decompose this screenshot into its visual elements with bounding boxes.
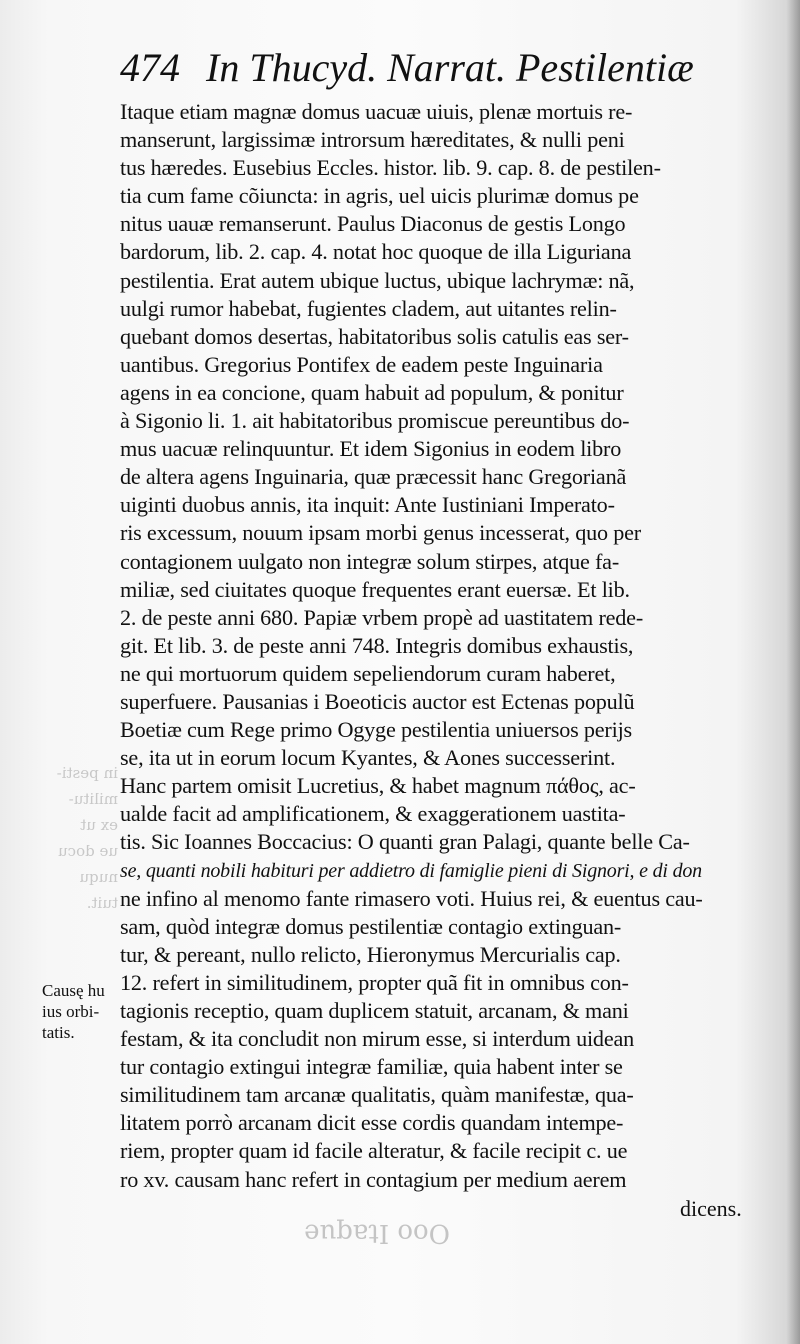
text-line: bardorum, lib. 2. cap. 4. notat hoc quoque de illa Liguriana (120, 239, 632, 265)
marginal-note-line: Causę hu (42, 981, 105, 1000)
text-line: pestilentia. Erat autem ubique luctus, ubique lachrymæ: nã, (120, 267, 635, 293)
show-through-line: ex ut (80, 816, 118, 834)
page-edge-shadow (786, 0, 800, 1344)
text-line: tis. Sic Ioannes Boccacius: O quanti gran Palagi, quante belle Ca- (120, 829, 690, 855)
text-line: Hanc partem omisit Lucretius, & habet magnum πάθος, ac- (120, 773, 636, 799)
text-line: uantibus. Gregorius Pontifex de eadem peste Inguinaria (120, 351, 603, 377)
text-line: ris excessum, nouum ipsam morbi genus incesserat, quo per (120, 520, 641, 546)
text-line: agens in ea concione, quam habuit ad populum, & ponitur (120, 379, 624, 405)
text-line: tur contagio extingui integræ familiæ, quia habent inter se (120, 1054, 623, 1080)
main-text-block (120, 98, 768, 1194)
text-line: sam, quòd integræ domus pestilentiæ contagio extinguan- (120, 913, 622, 939)
text-line: 12. refert in similitudinem, propter quã fit in omnibus con- (120, 969, 629, 995)
text-line: Boetiæ cum Rege primo Ogyge pestilentia uniuersos perijs (120, 717, 632, 743)
running-title: In Thucyd. Narrat. Pestilentiæ (206, 45, 694, 90)
running-header (120, 44, 780, 96)
text-line: miliæ, sed ciuitates quoque frequentes erant euersæ. Et lib. (120, 576, 630, 602)
text-line: mus uacuæ relinquuntur. Et idem Sigonius in eodem libro (120, 436, 622, 462)
marginal-note-line: ius orbi- (42, 1002, 100, 1021)
text-line: quebant domos desertas, habitatoribus solis catulis eas ser- (120, 323, 629, 349)
text-line: tagionis receptio, quam duplicem statuit, arcanam, & mani (120, 998, 629, 1023)
text-line: ro xv. causam hanc refert in contagium per medium aerem (120, 1166, 627, 1192)
marginal-note (42, 980, 122, 1043)
text-line: Itaque etiam magnæ domus uacuæ uiuis, plenæ mortuis re- (120, 99, 633, 124)
show-through-bottom: Ooo Itaque (304, 1218, 450, 1248)
show-through-left (18, 760, 118, 916)
show-through-line: nuqu (79, 868, 118, 886)
text-line: nitus uauæ remanserunt. Paulus Diaconus de gestis Longo (120, 211, 626, 237)
text-line: similitudinem tam arcanæ qualitatis, quàm manifestæ, qua- (120, 1082, 634, 1108)
marginal-note-line: tatis. (42, 1023, 75, 1042)
text-line: git. Et lib. 3. de peste anni 748. Integris domibus exhaustis, (120, 632, 634, 658)
text-line: ualde facit ad amplificationem, & exaggerationem uastita- (120, 801, 626, 827)
show-through-line: militu- (68, 790, 118, 808)
catchword: dicens. (680, 1196, 742, 1221)
text-line: se, ita ut in eorum locum Kyantes, & Aones successerint. (120, 745, 616, 771)
text-line: de altera agens Inguinaria, quæ præcessit hanc Gregorianã (120, 464, 627, 490)
text-line-italic: se, quanti nobili habituri per addietro di famiglie pieni di Signori, e di don (120, 859, 702, 882)
show-through-line: tuit. (86, 894, 118, 912)
text-line: ne qui mortuorum quidem sepeliendorum curam haberet, (120, 660, 616, 686)
show-through-line: in pesti- (56, 764, 118, 782)
text-line: ne infino al menomo fante rimasero voti. Huius rei, & euentus cau- (120, 885, 703, 911)
text-line: superfuere. Pausanias i Boeoticis auctor est Ectenas populũ (120, 688, 635, 714)
text-line: litatem porrò arcanam dicit esse cordis quandam intempe- (120, 1110, 624, 1136)
text-line: riem, propter quam id facile alteratur, & facile recipit c. ue (120, 1138, 628, 1164)
text-line: à Sigonio li. 1. ait habitatoribus promiscue pereuntibus do- (120, 408, 630, 434)
text-line: uulgi rumor habebat, fugientes cladem, aut uitantes relin- (120, 295, 617, 321)
text-line: festam, & ita concludit non mirum esse, si interdum uidean (120, 1026, 635, 1052)
text-line: tia cum fame cõiuncta: in agris, uel uicis plurimæ domus pe (120, 183, 639, 209)
text-line: tus hæredes. Eusebius Eccles. histor. lib. 9. cap. 8. de pestilen- (120, 155, 661, 181)
text-line: contagionem uulgato non integræ solum stirpes, atque fa- (120, 548, 620, 574)
text-line: tur, & pereant, nullo relicto, Hieronymus Mercurialis cap. (120, 941, 621, 967)
page-number: 474 (120, 45, 180, 90)
show-through-line: ue docu (58, 842, 118, 860)
text-line: manserunt, largissimæ introrsum hæreditates, & nulli peni (120, 127, 625, 153)
text-line: 2. de peste anni 680. Papiæ vrbem propè ad uastitatem rede- (120, 604, 644, 630)
text-line: uiginti duobus annis, ita inquit: Ante Iustiniani Imperato- (120, 492, 615, 518)
